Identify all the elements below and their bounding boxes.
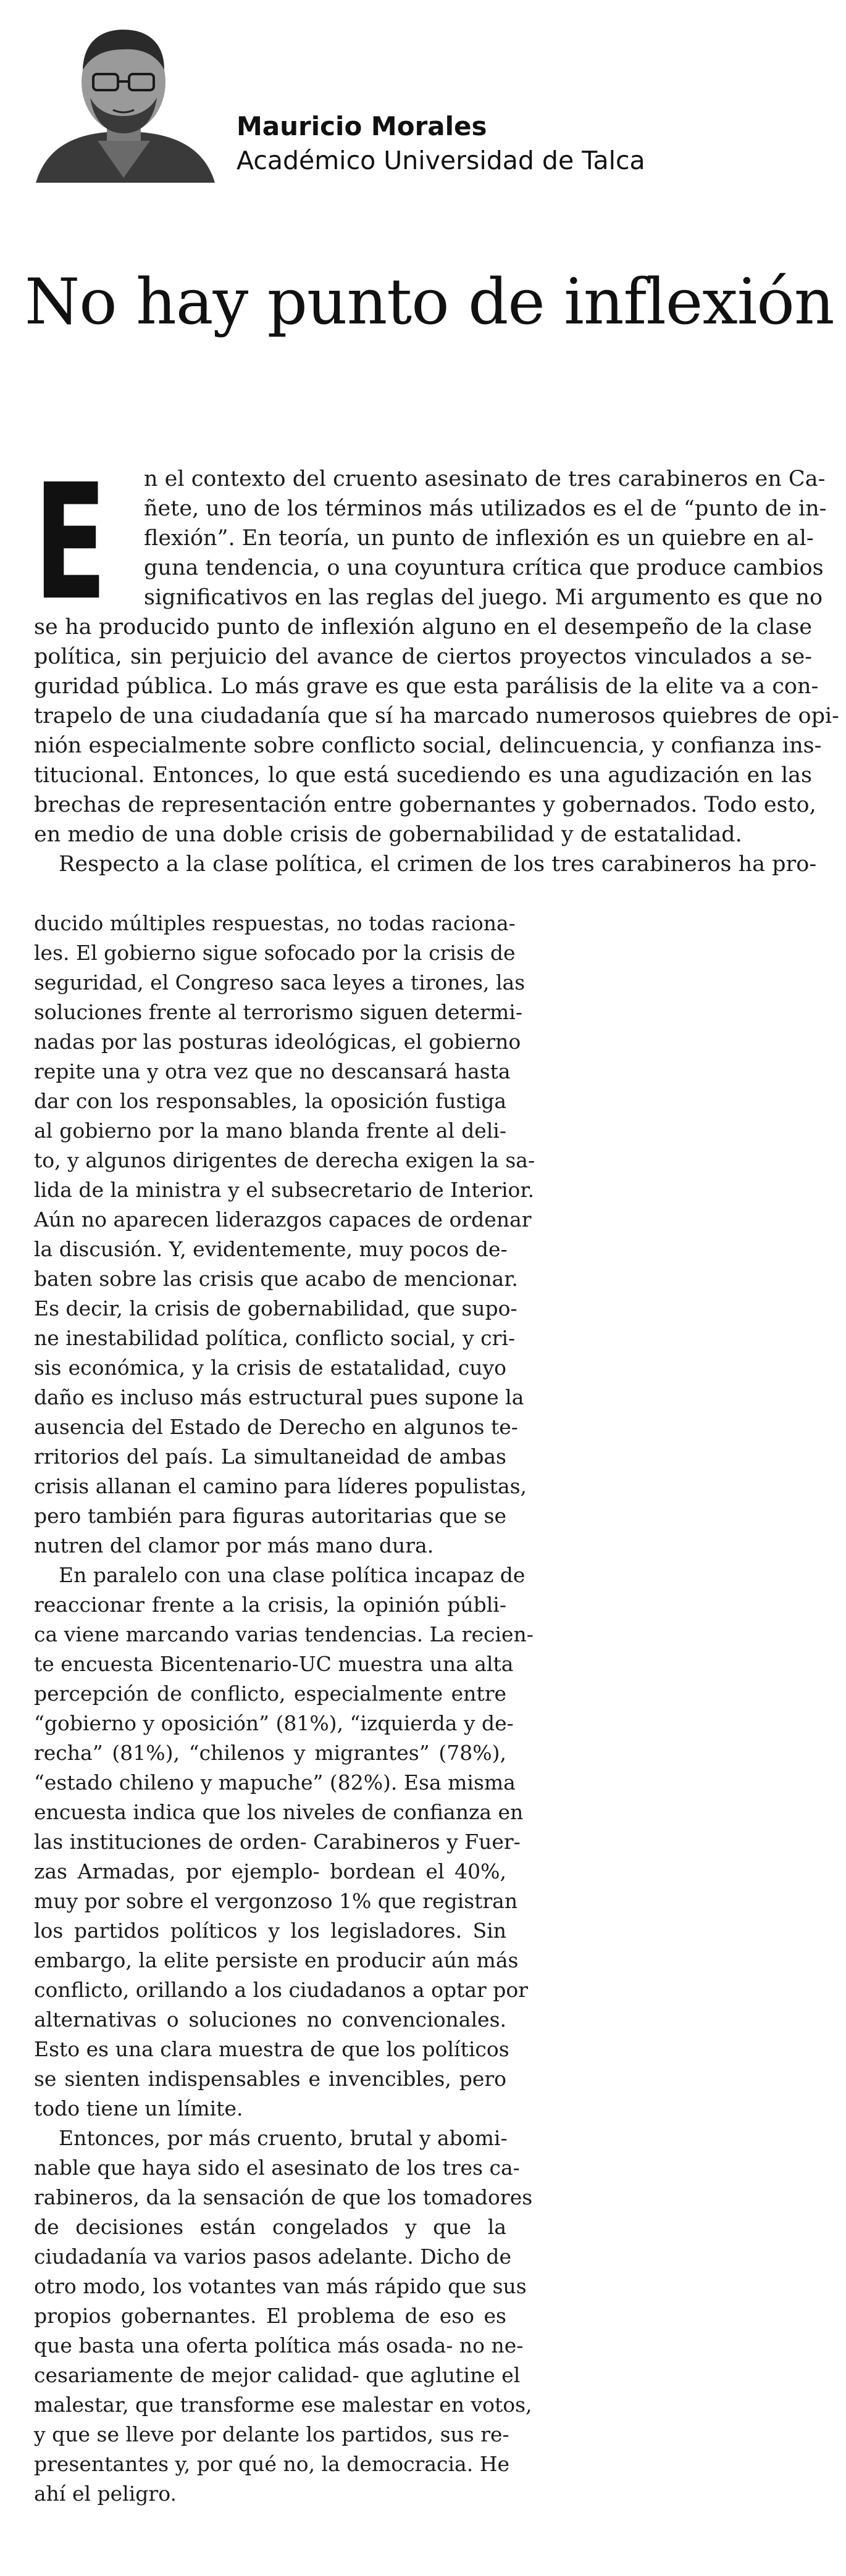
- article-line: “estado chileno y mapuche” (82%). Esa misma: [34, 1770, 516, 1794]
- article-line: trapelo de una ciudadanía que sí ha marcado numerosos quiebres de opi-: [34, 704, 839, 728]
- byline: [30, 17, 832, 184]
- article-line: Entonces, por más cruento, brutal y abomi-: [59, 2126, 508, 2150]
- article-line: lida de la ministra y el subsecretario de Interior.: [34, 1178, 534, 1202]
- article-line: de decisiones están congelados y que la: [34, 2215, 506, 2239]
- article-line: flexión”. En teoría, un punto de inflexión es un quiebre en al-: [144, 526, 814, 551]
- article-line: les. El gobierno sigue sofocado por la crisis de: [34, 941, 516, 965]
- article-line: presentantes y, por qué no, la democracia. He: [34, 2452, 510, 2476]
- article-line: soluciones frente al terrorismo siguen determi-: [34, 1000, 522, 1024]
- article-wide-column: [34, 464, 839, 879]
- article-line: política, sin perjuicio del avance de ciertos proyectos vinculados a se-: [34, 644, 812, 669]
- drop-cap-letter: E: [34, 450, 107, 635]
- article-line: nutren del clamor por más mano dura.: [34, 1533, 434, 1557]
- article-line: percepción de conflicto, especialmente entre: [34, 1682, 506, 1706]
- article-line: significativos en las reglas del juego. Mi argumento es que no: [144, 585, 823, 610]
- article-line: los partidos políticos y los legisladores. Sin: [34, 1919, 506, 1943]
- article-line: sis económica, y la crisis de estatalidad, cuyo: [34, 1356, 506, 1380]
- article-line: conflicto, orillando a los ciudadanos a optar por: [34, 1978, 529, 2002]
- article-line: encuesta indica que los niveles de confianza en: [34, 1800, 524, 1824]
- article-line: se sienten indispensables e invencibles, pero: [34, 2067, 506, 2091]
- article-line: crisis allanan el camino para líderes populistas,: [34, 1474, 527, 1498]
- article-line: dar con los responsables, la oposición fustiga: [34, 1089, 506, 1113]
- article-line: titucional. Entonces, lo que está sucediendo es una agudización en las: [34, 763, 812, 788]
- article-line: ducido múltiples respuestas, no todas raciona-: [34, 911, 516, 935]
- article-line: las instituciones de orden- Carabineros y Fuer-: [34, 1830, 521, 1854]
- article-line: seguridad, el Congreso saca leyes a tirones, las: [34, 970, 526, 994]
- article-line: te encuesta Bicentenario-UC muestra una alta: [34, 1652, 514, 1676]
- article-line: todo tiene un límite.: [34, 2096, 243, 2120]
- article-line: rritorios del país. La simultaneidad de ambas: [34, 1444, 506, 1469]
- article-line: ne inestabilidad política, conflicto social, y cri-: [34, 1326, 516, 1350]
- article-line: to, y algunos dirigentes de derecha exigen la sa-: [34, 1148, 535, 1172]
- article-line: Esto es una clara muestra de que los políticos: [34, 2037, 509, 2061]
- article-line: recha” (81%), “chilenos y migrantes” (78%),: [34, 1741, 506, 1765]
- article-line: ca viene marcando varias tendencias. La recien-: [34, 1622, 534, 1646]
- author-portrait: [30, 17, 218, 183]
- article-line: ausencia del Estado de Derecho en algunos te-: [34, 1415, 518, 1439]
- article-line: “gobierno y oposición” (81%), “izquierda y de-: [34, 1711, 514, 1735]
- article-line: la discusión. Y, evidentemente, muy pocos de-: [34, 1237, 508, 1261]
- article-line: propios gobernantes. El problema de eso es: [34, 2304, 506, 2328]
- article-line: reaccionar frente a la crisis, la opinión públi-: [34, 1593, 506, 1617]
- article-line: al gobierno por la mano blanda frente al deli-: [34, 1119, 506, 1143]
- article-line: embargo, la elite persiste en producir aún más: [34, 1948, 519, 1972]
- article-line: nión especialmente sobre conflicto social, delincuencia, y confianza ins-: [34, 733, 822, 758]
- article-line: cesariamente de mejor calidad- que aglutine el: [34, 2363, 521, 2387]
- article-line: Aún no aparecen liderazgos capaces de ordenar: [34, 1207, 532, 1232]
- article-line: nable que haya sido el asesinato de los tres ca-: [34, 2156, 520, 2180]
- headline: No hay punto de inflexión: [25, 265, 834, 339]
- author-role: Académico Universidad de Talca: [237, 146, 645, 175]
- article-line: que basta una oferta política más osada- no ne-: [34, 2333, 524, 2357]
- article-line: alternativas o soluciones no convencionales.: [34, 2007, 506, 2032]
- article-line: Respecto a la clase política, el crimen de los tres carabineros ha pro-: [59, 852, 817, 877]
- article-line: guridad pública. Lo más grave es que esta parálisis de la elite va a con-: [34, 674, 819, 699]
- article-line: en medio de una doble crisis de gobernabilidad y de estatalidad.: [34, 822, 742, 847]
- article-line: daño es incluso más estructural pues supone la: [34, 1385, 524, 1409]
- article-line: y que se lleve por delante los partidos, sus re-: [34, 2422, 509, 2446]
- article-line: se ha producido punto de inflexión alguno en el desempeño de la clase: [34, 615, 812, 640]
- article-line: rabineros, da la sensación de que los tomadores: [34, 2185, 533, 2209]
- article-line: zas Armadas, por ejemplo- bordean el 40%,: [34, 1859, 506, 1883]
- article-line: En paralelo con una clase política incapaz de: [59, 1563, 526, 1587]
- article-line: nadas por las posturas ideológicas, el gobierno: [34, 1030, 521, 1054]
- article-line: malestar, que transforme ese malestar en votos,: [34, 2393, 532, 2417]
- article-line: ciudadanía va varios pasos adelante. Dicho de: [34, 2245, 511, 2269]
- author-name: Mauricio Morales: [237, 111, 487, 141]
- article-line: Es decir, la crisis de gobernabilidad, que supo-: [34, 1296, 517, 1320]
- article-line: n el contexto del cruento asesinato de tres carabineros en Ca-: [144, 467, 826, 491]
- article-line: ñete, uno de los términos más utilizados es el de “punto de in-: [144, 496, 827, 521]
- article-line: guna tendencia, o una coyuntura crítica que produce cambios: [144, 556, 824, 580]
- article-line: brechas de representación entre gobernantes y gobernados. Todo esto,: [34, 793, 816, 817]
- article-narrow-column: [34, 909, 535, 2509]
- article-line: baten sobre las crisis que acabo de mencionar.: [34, 1267, 518, 1291]
- article-line: pero también para figuras autoritarias que se: [34, 1504, 506, 1528]
- article-line: muy por sobre el vergonzoso 1% que registran: [34, 1889, 518, 1913]
- article-line: otro modo, los votantes van más rápido que sus: [34, 2274, 527, 2298]
- article-line: repite una y otra vez que no descansará hasta: [34, 1059, 511, 1083]
- article-line: ahí el peligro.: [34, 2482, 177, 2506]
